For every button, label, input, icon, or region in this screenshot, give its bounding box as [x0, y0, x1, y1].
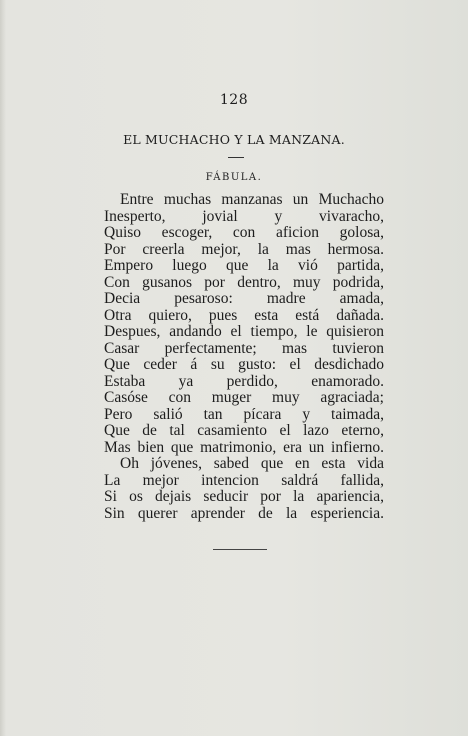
poem-body [104, 192, 384, 522]
verse-line: Entre muchas manzanas un Muchacho [120, 191, 384, 208]
page-number: 128 [219, 92, 249, 108]
closing-divider [213, 549, 267, 550]
fable-subtitle: FÁBULA. [205, 172, 263, 183]
verse-line: Si os dejais seducir por la apariencia, [104, 488, 384, 505]
verse-line: Que ceder á su gusto: el desdichado [104, 356, 384, 373]
title-divider [228, 157, 244, 158]
verse-line: Quiso escoger, con aficion golosa, [104, 224, 384, 241]
verse-line: Por creerla mejor, la mas hermosa. [104, 240, 384, 258]
verse-line: Que de tal casamiento el lazo eterno, [104, 422, 384, 439]
verse-line: Pero salió tan pícara y taimada, [104, 405, 384, 423]
verse-line: La mejor intencion saldrá fallida, [104, 471, 384, 489]
verse-line: Con gusanos por dentro, muy podrida, [104, 273, 384, 291]
verse-line: Inesperto, jovial y vivaracho, [104, 207, 384, 225]
verse-line: Casar perfectamente; mas tuvieron [104, 339, 384, 357]
verse-line: Decia pesaroso: madre amada, [104, 290, 384, 307]
verse-line: Casóse con muger muy agraciada; [104, 389, 384, 406]
verse-line: Sin querer aprender de la esperiencia. [104, 504, 384, 522]
verse-line: Estaba ya perdido, enamorado. [104, 372, 384, 390]
fable-title: EL MUCHACHO Y LA MANZANA. [123, 132, 345, 147]
verse-line: Oh jóvenes, sabed que en esta vida [120, 455, 384, 472]
verse-line: Mas bien que matrimonio, era un infierno. [104, 438, 384, 456]
verse-line: Otra quiero, pues esta está dañada. [104, 306, 384, 324]
verse-line: Empero luego que la vió partida, [104, 257, 384, 274]
verse-line: Despues, andando el tiempo, le quisieron [104, 323, 384, 340]
